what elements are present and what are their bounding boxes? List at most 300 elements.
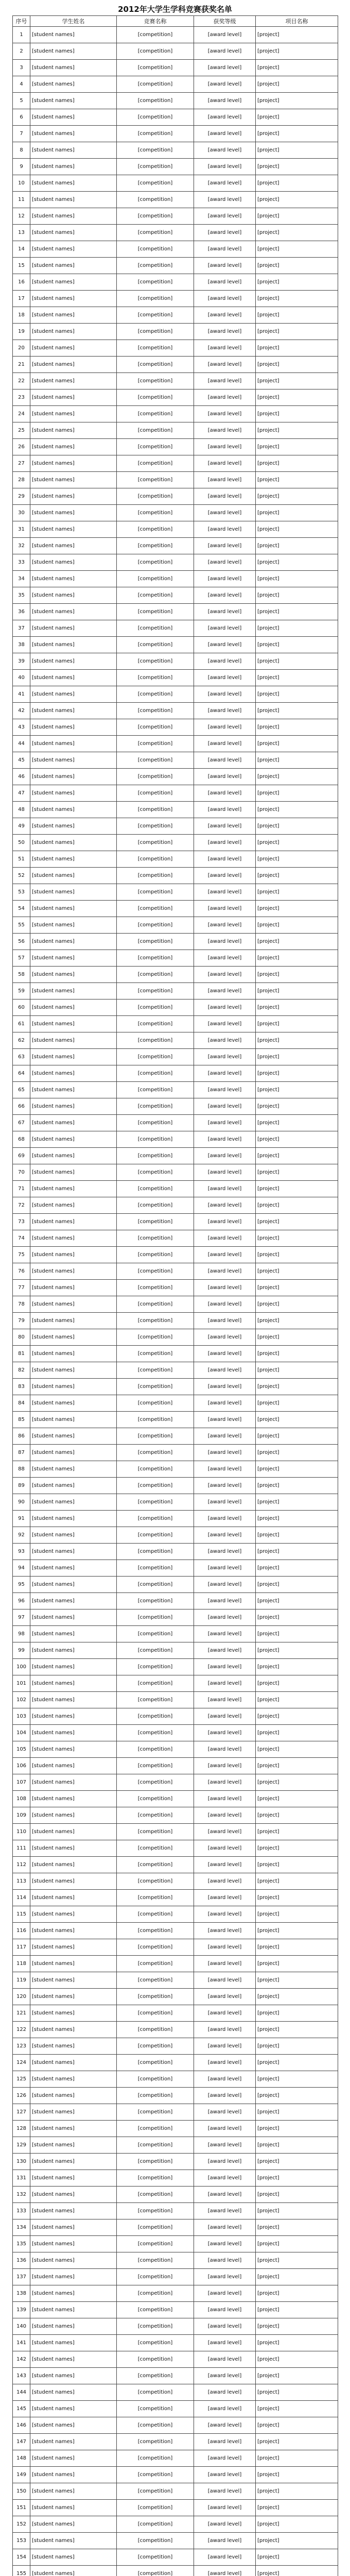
cell-competition: [competition] [117,2450,194,2467]
cell-names: [student names] [30,93,117,109]
cell-no: 154 [13,2549,30,2566]
cell-competition: [competition] [117,1082,194,1098]
cell-level: [award level] [194,1098,256,1115]
cell-no: 104 [13,1725,30,1741]
cell-level: [award level] [194,2154,256,2170]
table-row [13,1428,338,1445]
cell-competition: [competition] [117,1230,194,1247]
header-level: 获奖等级 [194,16,256,27]
cell-competition: [competition] [117,93,194,109]
cell-level: [award level] [194,373,256,389]
cell-names: [student names] [30,2022,117,2038]
cell-competition: [competition] [117,109,194,126]
cell-competition: [competition] [117,587,194,604]
table-row [13,1923,338,1939]
cell-no: 64 [13,1065,30,1082]
cell-competition: [competition] [117,1560,194,1577]
cell-project: [project] [256,2104,338,2121]
cell-names: [student names] [30,1659,117,1675]
table-row [13,1741,338,1758]
cell-level: [award level] [194,1065,256,1082]
table-row [13,208,338,225]
table-row [13,109,338,126]
table-row [13,1395,338,1412]
cell-no: 32 [13,538,30,554]
cell-no: 98 [13,1626,30,1642]
table-row [13,521,338,538]
cell-competition: [competition] [117,422,194,439]
cell-project: [project] [256,2533,338,2549]
table-row [13,389,338,406]
cell-no: 16 [13,274,30,291]
cell-competition: [competition] [117,1544,194,1560]
cell-no: 120 [13,1989,30,2005]
cell-names: [student names] [30,884,117,901]
cell-competition: [competition] [117,1774,194,1791]
cell-level: [award level] [194,60,256,76]
cell-competition: [competition] [117,1989,194,2005]
table-row [13,983,338,999]
cell-competition: [competition] [117,406,194,422]
cell-level: [award level] [194,142,256,159]
cell-names: [student names] [30,1329,117,1346]
cell-competition: [competition] [117,2401,194,2417]
table-row [13,934,338,950]
cell-no: 58 [13,967,30,983]
cell-project: [project] [256,2450,338,2467]
cell-no: 76 [13,1263,30,1280]
cell-project: [project] [256,719,338,736]
cell-level: [award level] [194,1247,256,1263]
cell-level: [award level] [194,406,256,422]
cell-competition: [competition] [117,1609,194,1626]
cell-competition: [competition] [117,1824,194,1840]
cell-competition: [competition] [117,1692,194,1708]
cell-names: [student names] [30,406,117,422]
cell-no: 121 [13,2005,30,2022]
cell-names: [student names] [30,1642,117,1659]
cell-project: [project] [256,1049,338,1065]
cell-names: [student names] [30,1511,117,1527]
cell-level: [award level] [194,752,256,769]
cell-no: 82 [13,1362,30,1379]
cell-project: [project] [256,2055,338,2071]
table-row [13,1725,338,1741]
table-row [13,1692,338,1708]
cell-names: [student names] [30,505,117,521]
cell-project: [project] [256,1313,338,1329]
cell-no: 86 [13,1428,30,1445]
cell-project: [project] [256,307,338,324]
cell-level: [award level] [194,637,256,653]
table-row [13,1609,338,1626]
cell-no: 138 [13,2285,30,2302]
cell-competition: [competition] [117,307,194,324]
cell-level: [award level] [194,1049,256,1065]
cell-level: [award level] [194,1791,256,1807]
cell-names: [student names] [30,274,117,291]
cell-no: 129 [13,2137,30,2154]
table-row [13,1164,338,1181]
table-row [13,1148,338,1164]
cell-level: [award level] [194,1577,256,1593]
cell-level: [award level] [194,2219,256,2236]
cell-competition: [competition] [117,2055,194,2071]
cell-competition: [competition] [117,1923,194,1939]
cell-names: [student names] [30,1346,117,1362]
cell-level: [award level] [194,983,256,999]
cell-competition: [competition] [117,340,194,357]
cell-level: [award level] [194,340,256,357]
cell-project: [project] [256,175,338,192]
cell-competition: [competition] [117,554,194,571]
cell-competition: [competition] [117,2285,194,2302]
cell-no: 66 [13,1098,30,1115]
cell-project: [project] [256,340,338,357]
cell-no: 9 [13,159,30,175]
cell-names: [student names] [30,604,117,620]
cell-names: [student names] [30,1692,117,1708]
cell-names: [student names] [30,1725,117,1741]
cell-level: [award level] [194,2417,256,2434]
cell-project: [project] [256,406,338,422]
table-row [13,637,338,653]
cell-no: 38 [13,637,30,653]
cell-names: [student names] [30,1544,117,1560]
cell-competition: [competition] [117,967,194,983]
table-row [13,620,338,637]
cell-level: [award level] [194,1890,256,1906]
cell-no: 110 [13,1824,30,1840]
cell-competition: [competition] [117,2219,194,2236]
cell-project: [project] [256,291,338,307]
cell-project: [project] [256,1708,338,1725]
cell-no: 52 [13,868,30,884]
table-row [13,2236,338,2252]
cell-competition: [competition] [117,2351,194,2368]
table-row [13,258,338,274]
cell-project: [project] [256,1296,338,1313]
cell-project: [project] [256,587,338,604]
cell-names: [student names] [30,1560,117,1577]
cell-names: [student names] [30,1065,117,1082]
cell-names: [student names] [30,868,117,884]
cell-level: [award level] [194,851,256,868]
cell-project: [project] [256,2335,338,2351]
cell-project: [project] [256,521,338,538]
cell-level: [award level] [194,1445,256,1461]
table-row [13,769,338,785]
cell-names: [student names] [30,2302,117,2318]
cell-competition: [competition] [117,1626,194,1642]
cell-competition: [competition] [117,1280,194,1296]
table-row [13,1313,338,1329]
cell-no: 142 [13,2351,30,2368]
cell-no: 92 [13,1527,30,1544]
cell-names: [student names] [30,1280,117,1296]
cell-names: [student names] [30,1395,117,1412]
cell-level: [award level] [194,2187,256,2203]
cell-level: [award level] [194,2121,256,2137]
cell-project: [project] [256,1873,338,1890]
cell-no: 91 [13,1511,30,1527]
table-row [13,406,338,422]
cell-level: [award level] [194,274,256,291]
table-row [13,2104,338,2121]
cell-project: [project] [256,389,338,406]
cell-no: 147 [13,2434,30,2450]
cell-no: 126 [13,2088,30,2104]
cell-competition: [competition] [117,1939,194,1956]
cell-names: [student names] [30,1675,117,1692]
cell-project: [project] [256,2203,338,2219]
table-row [13,604,338,620]
cell-no: 78 [13,1296,30,1313]
cell-level: [award level] [194,1923,256,1939]
cell-names: [student names] [30,2038,117,2055]
table-row [13,2384,338,2401]
header-competition: 竞赛名称 [117,16,194,27]
cell-names: [student names] [30,1181,117,1197]
cell-project: [project] [256,1098,338,1115]
cell-project: [project] [256,142,338,159]
cell-names: [student names] [30,538,117,554]
cell-no: 61 [13,1016,30,1032]
cell-names: [student names] [30,1131,117,1148]
cell-no: 18 [13,307,30,324]
table-row [13,571,338,587]
cell-no: 135 [13,2236,30,2252]
cell-competition: [competition] [117,291,194,307]
cell-names: [student names] [30,2401,117,2417]
table-row [13,1642,338,1659]
cell-project: [project] [256,472,338,488]
cell-project: [project] [256,1956,338,1972]
cell-names: [student names] [30,1758,117,1774]
cell-no: 13 [13,225,30,241]
cell-competition: [competition] [117,1346,194,1362]
cell-no: 96 [13,1593,30,1609]
cell-level: [award level] [194,1857,256,1873]
cell-no: 10 [13,175,30,192]
cell-level: [award level] [194,472,256,488]
cell-level: [award level] [194,604,256,620]
cell-no: 148 [13,2450,30,2467]
cell-names: [student names] [30,389,117,406]
cell-no: 50 [13,835,30,851]
cell-level: [award level] [194,703,256,719]
cell-level: [award level] [194,208,256,225]
cell-project: [project] [256,818,338,835]
table-row [13,2154,338,2170]
table-row [13,324,338,340]
cell-project: [project] [256,1478,338,1494]
cell-no: 85 [13,1412,30,1428]
table-row [13,1890,338,1906]
cell-names: [student names] [30,818,117,835]
cell-level: [award level] [194,1214,256,1230]
cell-project: [project] [256,2038,338,2055]
table-row [13,1708,338,1725]
cell-project: [project] [256,2417,338,2434]
cell-competition: [competition] [117,769,194,785]
cell-level: [award level] [194,1906,256,1923]
cell-names: [student names] [30,258,117,274]
cell-competition: [competition] [117,2170,194,2187]
table-row [13,1445,338,1461]
cell-level: [award level] [194,1263,256,1280]
cell-no: 69 [13,1148,30,1164]
cell-project: [project] [256,60,338,76]
cell-competition: [competition] [117,455,194,472]
cell-names: [student names] [30,2549,117,2566]
cell-no: 137 [13,2269,30,2285]
cell-no: 39 [13,653,30,670]
cell-no: 111 [13,1840,30,1857]
cell-names: [student names] [30,1115,117,1131]
table-row [13,1230,338,1247]
cell-no: 72 [13,1197,30,1214]
table-row [13,241,338,258]
table-row [13,2549,338,2566]
cell-project: [project] [256,2566,338,2576]
cell-project: [project] [256,1181,338,1197]
table-row [13,159,338,175]
cell-competition: [competition] [117,1115,194,1131]
cell-names: [student names] [30,1824,117,1840]
table-row [13,43,338,60]
cell-names: [student names] [30,1412,117,1428]
cell-level: [award level] [194,670,256,686]
cell-competition: [competition] [117,1956,194,1972]
table-row [13,2368,338,2384]
cell-competition: [competition] [117,1494,194,1511]
cell-competition: [competition] [117,2088,194,2104]
cell-level: [award level] [194,571,256,587]
cell-competition: [competition] [117,521,194,538]
cell-no: 7 [13,126,30,142]
cell-no: 67 [13,1115,30,1131]
table-row [13,2467,338,2483]
cell-level: [award level] [194,2335,256,2351]
cell-no: 55 [13,917,30,934]
cell-level: [award level] [194,620,256,637]
cell-names: [student names] [30,2104,117,2121]
table-row [13,1016,338,1032]
cell-names: [student names] [30,291,117,307]
cell-names: [student names] [30,670,117,686]
cell-project: [project] [256,2318,338,2335]
cell-project: [project] [256,1906,338,1923]
cell-names: [student names] [30,1296,117,1313]
table-row [13,835,338,851]
cell-level: [award level] [194,1989,256,2005]
table-row [13,1065,338,1082]
cell-project: [project] [256,2170,338,2187]
cell-project: [project] [256,2071,338,2088]
cell-level: [award level] [194,505,256,521]
cell-no: 130 [13,2154,30,2170]
cell-project: [project] [256,1890,338,1906]
cell-names: [student names] [30,999,117,1016]
cell-names: [student names] [30,703,117,719]
cell-level: [award level] [194,2566,256,2576]
table-row [13,1906,338,1923]
table-row [13,93,338,109]
cell-no: 8 [13,142,30,159]
cell-names: [student names] [30,208,117,225]
cell-level: [award level] [194,192,256,208]
cell-level: [award level] [194,2285,256,2302]
cell-project: [project] [256,1807,338,1824]
cell-no: 90 [13,1494,30,1511]
cell-no: 45 [13,752,30,769]
table-row [13,1181,338,1197]
cell-level: [award level] [194,1609,256,1626]
cell-project: [project] [256,27,338,43]
table-row [13,142,338,159]
table-row [13,1791,338,1807]
cell-level: [award level] [194,2351,256,2368]
cell-names: [student names] [30,934,117,950]
cell-project: [project] [256,2187,338,2203]
cell-names: [student names] [30,43,117,60]
table-row [13,1527,338,1544]
cell-level: [award level] [194,1972,256,1989]
table-row [13,818,338,835]
cell-no: 23 [13,389,30,406]
cell-competition: [competition] [117,1395,194,1412]
cell-competition: [competition] [117,2417,194,2434]
table-row [13,785,338,802]
table-row [13,1840,338,1857]
cell-competition: [competition] [117,1032,194,1049]
table-row [13,225,338,241]
cell-competition: [competition] [117,27,194,43]
cell-names: [student names] [30,241,117,258]
cell-level: [award level] [194,2318,256,2335]
cell-competition: [competition] [117,159,194,175]
cell-level: [award level] [194,1939,256,1956]
cell-no: 131 [13,2170,30,2187]
cell-project: [project] [256,1148,338,1164]
cell-competition: [competition] [117,1214,194,1230]
award-table [12,15,338,2576]
cell-no: 141 [13,2335,30,2351]
table-row [13,884,338,901]
cell-project: [project] [256,1032,338,1049]
table-row [13,2566,338,2576]
cell-project: [project] [256,109,338,126]
cell-project: [project] [256,1065,338,1082]
cell-level: [award level] [194,1379,256,1395]
cell-project: [project] [256,1197,338,1214]
cell-competition: [competition] [117,2121,194,2137]
cell-level: [award level] [194,1642,256,1659]
cell-project: [project] [256,2252,338,2269]
cell-competition: [competition] [117,1181,194,1197]
cell-level: [award level] [194,2088,256,2104]
cell-no: 31 [13,521,30,538]
cell-level: [award level] [194,2549,256,2566]
cell-level: [award level] [194,769,256,785]
cell-level: [award level] [194,2005,256,2022]
cell-names: [student names] [30,1873,117,1890]
cell-level: [award level] [194,2483,256,2500]
cell-level: [award level] [194,488,256,505]
table-row [13,1494,338,1511]
cell-level: [award level] [194,2071,256,2088]
